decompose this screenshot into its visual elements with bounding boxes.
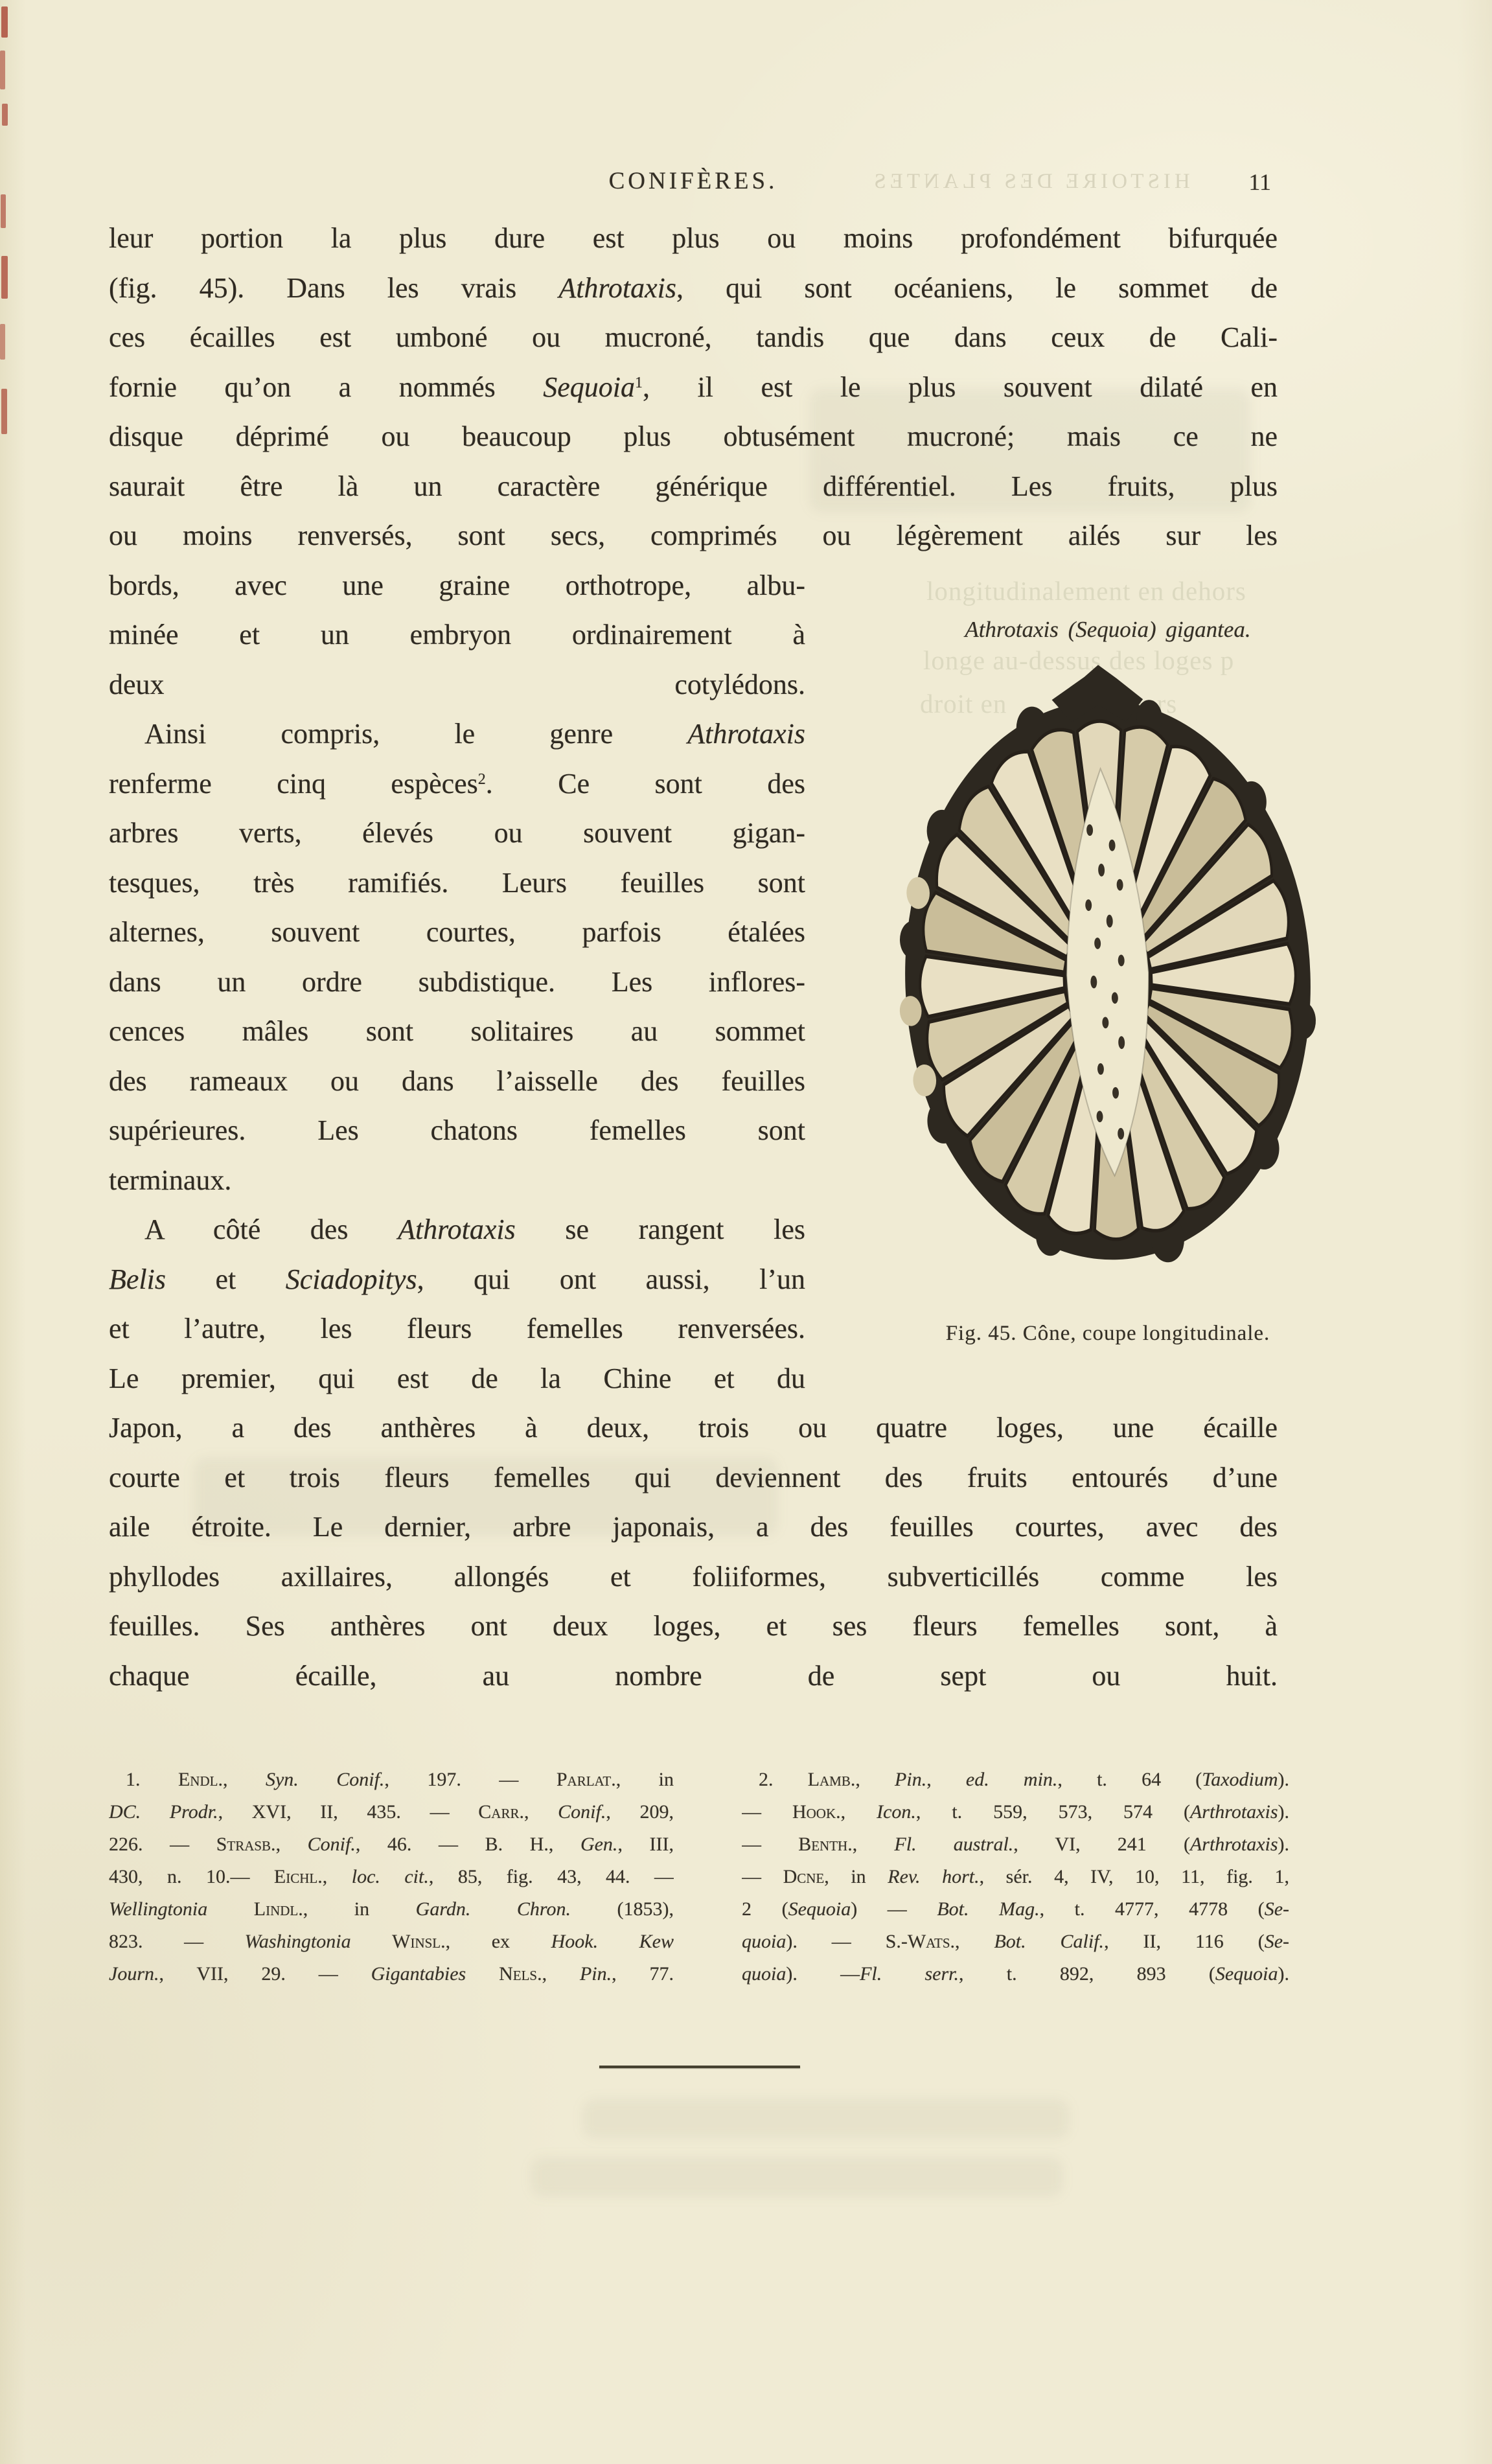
text-segment: chaque écaille, au nombre de sept ou huit. xyxy=(109,1659,1278,1692)
text-segment: 226. — xyxy=(109,1834,216,1855)
text-segment: dans un ordre subdistique. Les inflores- xyxy=(109,965,805,998)
text-segment: , III, xyxy=(617,1834,674,1855)
red-scan-mark xyxy=(2,104,8,126)
text-line xyxy=(109,363,1278,413)
text-segment: arbres verts, élevés ou souvent gigan- xyxy=(109,817,805,849)
text-segment: , t. 559, 573, 574 ( xyxy=(915,1801,1190,1823)
ghost-bleedthrough-line: droit en Les fleurs xyxy=(920,689,1178,719)
text-line xyxy=(109,1503,1278,1552)
footnote-reference: 1 xyxy=(635,374,643,391)
text-line xyxy=(109,908,805,958)
text-segment: — xyxy=(742,1801,792,1823)
text-segment: (1853), xyxy=(570,1898,674,1920)
text-segment: , 46. — B. H., xyxy=(355,1834,580,1855)
text-segment: 2. xyxy=(759,1769,808,1790)
text-segment: , il est le plus souvent dilaté en xyxy=(643,371,1278,403)
text-segment: Eichl. xyxy=(273,1866,323,1887)
text-line xyxy=(742,1861,1289,1893)
text-line xyxy=(109,660,805,710)
text-segment: et l’autre, les fleurs femelles renversées. xyxy=(109,1313,805,1344)
red-scan-mark xyxy=(1,6,8,38)
section-separator-rule xyxy=(599,2066,800,2068)
text-line xyxy=(742,1796,1289,1828)
text-line xyxy=(109,1007,805,1057)
page-number: 11 xyxy=(1248,169,1271,195)
text-segment: Lindl. xyxy=(253,1898,303,1920)
text-segment: Parlat. xyxy=(556,1769,616,1790)
text-line xyxy=(109,809,805,858)
text-line xyxy=(109,1602,1278,1652)
text-segment: Winsl. xyxy=(392,1931,446,1952)
text-segment: , t. 64 ( xyxy=(1057,1769,1202,1790)
text-line xyxy=(742,1958,1289,1990)
text-segment: Conif. xyxy=(307,1834,356,1855)
text-segment: fornie qu’on a nommés xyxy=(109,371,544,403)
text-line xyxy=(109,1828,674,1861)
footnote-reference: 2 xyxy=(477,770,486,788)
text-line xyxy=(109,1156,805,1206)
text-segment: Arthrotaxis xyxy=(1189,1834,1278,1855)
text-segment: ces écailles est umboné ou mucroné, tandis que dans ceux de Cali- xyxy=(109,321,1278,353)
text-segment: , xyxy=(926,1769,966,1790)
text-line xyxy=(109,1403,1278,1453)
text-segment: alternes, souvent courtes, parfois étalées xyxy=(109,916,805,948)
text-segment: Bot. Mag. xyxy=(937,1898,1040,1920)
bleedthrough-smudge xyxy=(583,2099,1069,2138)
text-line xyxy=(109,1926,674,1958)
text-segment: Lamb. xyxy=(807,1769,856,1790)
text-line xyxy=(109,1552,1278,1602)
text-segment: terminaux. xyxy=(109,1164,232,1196)
text-line xyxy=(109,214,1278,264)
running-header xyxy=(109,167,1278,203)
text-segment: , xyxy=(955,1931,994,1952)
text-segment: Syn. Conif. xyxy=(265,1769,385,1790)
text-segment: saurait être là un caractère générique différentiel. Les fruits, plus xyxy=(109,470,1278,502)
text-line xyxy=(109,1453,1278,1503)
text-segment: Wellingtonia xyxy=(109,1898,208,1920)
text-segment: renferme cinq espèces xyxy=(109,767,478,800)
text-segment: Washingtonia xyxy=(244,1931,351,1952)
text-segment: , xyxy=(222,1769,266,1790)
text-line xyxy=(109,1764,674,1796)
text-segment: feuilles. Ses anthères ont deux loges, et ses fleurs femelles sont, à xyxy=(109,1610,1278,1642)
text-line xyxy=(109,1861,674,1893)
red-scan-mark xyxy=(0,51,5,89)
text-segment: Se- xyxy=(1264,1931,1289,1952)
text-line xyxy=(742,1764,1289,1796)
red-scan-mark xyxy=(1,389,7,434)
ghost-bleedthrough-header: HISTOIRE DES PLANTES xyxy=(870,170,1190,193)
text-segment: , XVI, II, 435. — xyxy=(218,1801,479,1823)
text-segment: ed. min. xyxy=(965,1769,1058,1790)
text-segment xyxy=(466,1963,499,1985)
text-segment: (fig. 45). Dans les vrais xyxy=(109,271,559,304)
footnote-right-column xyxy=(742,1764,1289,1990)
text-segment: , qui ont aussi, l’un xyxy=(417,1263,805,1295)
text-segment: — xyxy=(742,1866,783,1887)
ghost-bleedthrough-line: longitudinalement en dehors xyxy=(926,576,1246,606)
text-segment: Rev. hort. xyxy=(888,1866,980,1887)
text-segment: 1. xyxy=(126,1769,178,1790)
text-segment: courte et trois fleurs femelles qui deviennent des fruits entourés d’une xyxy=(109,1461,1278,1493)
text-segment: Sequoia xyxy=(543,371,636,403)
text-line xyxy=(742,1893,1289,1926)
text-line xyxy=(109,759,805,809)
ghost-bleedthrough-line: longe au-dessus des loges p xyxy=(923,645,1235,675)
text-segment: , 209, xyxy=(606,1801,674,1823)
text-segment: Endl. xyxy=(178,1769,223,1790)
text-line xyxy=(109,858,805,908)
text-line xyxy=(109,412,1278,462)
text-line xyxy=(109,462,1278,512)
text-segment: , in xyxy=(303,1898,416,1920)
text-segment: ). xyxy=(1278,1801,1289,1823)
text-segment: Gardn. Chron. xyxy=(415,1898,571,1920)
red-scan-mark xyxy=(1,256,8,299)
text-segment: aile étroite. Le dernier, arbre japonais, a des feuilles courtes, avec des xyxy=(109,1511,1278,1543)
text-segment: Bot. Calif. xyxy=(994,1931,1105,1952)
text-segment: , in xyxy=(824,1866,888,1887)
text-segment: , ex xyxy=(445,1931,551,1952)
text-segment: Belis xyxy=(109,1263,166,1295)
text-segment: , t. 892, 893 ( xyxy=(959,1963,1215,1985)
text-segment: Nels. xyxy=(499,1963,542,1985)
text-segment: ). — xyxy=(786,1931,886,1952)
cone-illustration xyxy=(884,665,1331,1280)
text-line xyxy=(109,610,805,660)
text-segment: , xyxy=(852,1834,895,1855)
text-segment: Carr. xyxy=(478,1801,524,1823)
text-segment: , 85, fig. 43, 44. — xyxy=(428,1866,674,1887)
text-segment: des rameaux ou dans l’aisselle des feuilles xyxy=(109,1065,805,1097)
text-segment: Hook. xyxy=(792,1801,841,1823)
text-line xyxy=(109,1652,1278,1701)
text-segment: Se- xyxy=(1264,1898,1289,1920)
chapter-title: CONIFÈRES. xyxy=(608,168,778,194)
text-line xyxy=(109,1304,805,1354)
figure-block xyxy=(875,617,1341,1346)
text-line xyxy=(742,1926,1289,1958)
text-segment: 430, n. 10.— xyxy=(109,1866,274,1887)
text-line xyxy=(109,313,1278,363)
text-segment: 2 ( xyxy=(742,1898,788,1920)
figure-number-caption: Fig. 45. Cône, coupe longitudinale. xyxy=(945,1322,1270,1345)
text-segment: quoia xyxy=(742,1931,786,1952)
text-segment: Arthrotaxis xyxy=(1189,1801,1278,1823)
text-segment: Icon. xyxy=(877,1801,916,1823)
text-segment: , xyxy=(523,1801,558,1823)
text-segment: , xyxy=(275,1834,308,1855)
text-segment: Conif. xyxy=(558,1801,606,1823)
text-segment xyxy=(207,1898,254,1920)
text-segment: , 77. xyxy=(612,1963,674,1985)
red-scan-mark xyxy=(0,324,5,360)
text-segment: — xyxy=(742,1834,799,1855)
text-segment: Athrotaxis xyxy=(558,271,677,304)
bleedthrough-smudge xyxy=(531,2158,1062,2196)
text-segment: Athrotaxis xyxy=(398,1214,516,1245)
text-segment: se rangent les xyxy=(515,1214,805,1245)
text-segment xyxy=(351,1931,393,1952)
footnote-left-column xyxy=(109,1764,674,1990)
text-line xyxy=(109,561,805,611)
text-segment: ) — xyxy=(851,1898,937,1920)
text-segment: Pin. xyxy=(895,1769,927,1790)
text-segment: ou moins renversés, sont secs, comprimés ou légèrement ailés sur les xyxy=(109,520,1278,551)
text-segment: Sequoia xyxy=(788,1898,851,1920)
text-segment: ). — xyxy=(786,1963,860,1985)
text-segment: supérieures. Les chatons femelles sont xyxy=(109,1114,805,1146)
text-segment: disque déprimé ou beaucoup plus obtusément mucroné; mais ce ne xyxy=(109,420,1278,452)
text-line xyxy=(109,958,805,1007)
text-line xyxy=(109,709,805,759)
text-segment: , xyxy=(840,1801,877,1823)
text-segment: A côté des xyxy=(144,1214,398,1245)
text-segment: Fl. serr. xyxy=(860,1963,959,1985)
text-segment: , II, 116 ( xyxy=(1104,1931,1265,1952)
text-segment: Pin. xyxy=(579,1963,612,1985)
text-segment: , xyxy=(855,1769,895,1790)
text-line xyxy=(109,1106,805,1156)
text-segment: , xyxy=(322,1866,352,1887)
text-segment: DC. Prodr. xyxy=(109,1801,218,1823)
text-segment: leur portion la plus dure est plus ou moins profondément bifurquée xyxy=(109,222,1278,254)
text-segment: , VII, 29. — xyxy=(159,1963,371,1985)
text-segment: Taxodium xyxy=(1202,1769,1278,1790)
text-segment: Le premier, qui est de la Chine et du xyxy=(109,1362,805,1394)
text-segment: , sér. 4, IV, 10, 11, fig. 1, xyxy=(979,1866,1289,1887)
text-segment: deux cotylédons. xyxy=(109,668,805,700)
text-segment: ). xyxy=(1278,1834,1289,1855)
text-segment: Fl. austral. xyxy=(894,1834,1014,1855)
text-segment: minée et un embryon ordinairement à xyxy=(109,619,805,651)
text-line xyxy=(109,264,1278,314)
text-line xyxy=(109,1354,805,1404)
text-segment: cences mâles sont solitaires au sommet xyxy=(109,1015,805,1047)
text-segment: ). xyxy=(1278,1963,1289,1985)
text-line xyxy=(742,1828,1289,1861)
text-segment: phyllodes axillaires, allongés et foliiformes, subverticillés comme les xyxy=(109,1560,1278,1593)
text-segment: , t. 4777, 4778 ( xyxy=(1039,1898,1265,1920)
text-line xyxy=(109,1796,674,1828)
text-segment: Dcne xyxy=(783,1866,825,1887)
text-segment: et xyxy=(165,1263,286,1295)
figure-species-caption: Athrotaxis (Sequoia) gigantea. xyxy=(965,617,1251,642)
text-segment: Gigantabies xyxy=(371,1963,466,1985)
text-segment: Gen. xyxy=(580,1834,618,1855)
text-segment: quoia xyxy=(742,1963,786,1985)
text-segment: Ainsi compris, le genre xyxy=(144,718,688,750)
text-line xyxy=(109,1255,805,1305)
text-segment: Athrotaxis xyxy=(687,718,805,750)
text-segment: S.-Wats. xyxy=(885,1931,956,1952)
text-segment: . Ce sont des xyxy=(485,767,805,800)
text-segment: Sciadopitys xyxy=(285,1263,417,1295)
text-segment: Sequoia xyxy=(1215,1963,1278,1985)
text-segment: , xyxy=(542,1963,580,1985)
text-line xyxy=(109,511,1278,561)
text-segment: , 197. — xyxy=(384,1769,557,1790)
text-segment: Japon, a des anthères à deux, trois ou quatre loges, une écaille xyxy=(109,1412,1278,1444)
text-segment: , qui sont océaniens, le sommet de xyxy=(676,271,1278,304)
text-line xyxy=(109,1893,674,1926)
text-segment: Strasb. xyxy=(216,1834,276,1855)
text-segment: loc. cit. xyxy=(351,1866,429,1887)
red-scan-mark xyxy=(1,194,6,228)
text-line xyxy=(109,1057,805,1107)
text-line xyxy=(109,1958,674,1990)
text-segment: , VI, 241 ( xyxy=(1013,1834,1190,1855)
text-segment: bords, avec une graine orthotrope, albu- xyxy=(109,569,805,601)
text-segment: ). xyxy=(1278,1769,1289,1790)
text-segment: Benth. xyxy=(798,1834,853,1855)
text-segment: 823. — xyxy=(109,1931,245,1952)
text-line xyxy=(109,1205,805,1255)
text-segment: tesques, très ramifiés. Leurs feuilles sont xyxy=(109,866,805,899)
text-segment: , in xyxy=(615,1769,674,1790)
text-segment: Hook. Kew xyxy=(551,1931,674,1952)
text-segment: Journ. xyxy=(109,1963,159,1985)
